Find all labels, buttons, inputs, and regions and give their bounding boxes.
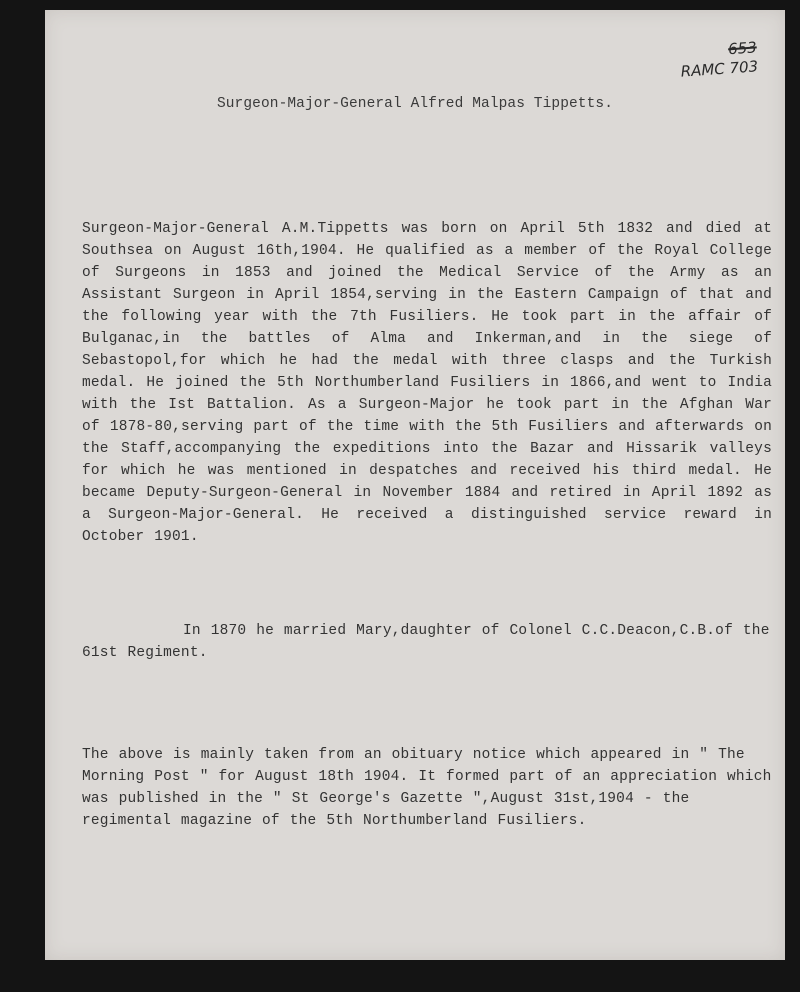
document-title: Surgeon-Major-General Alfred Malpas Tippetts. bbox=[216, 96, 614, 112]
paragraph-marriage: In 1870 he married Mary,daughter of Colonel C.C.Deacon,C.B.of the 61st Regiment. bbox=[82, 623, 770, 661]
paragraph-source-note: The above is mainly taken from an obituary notice which appeared in " The Morning Post " for August 18th 1904. It formed part of an appreciation which was published in the " St George's Gazette ",August 31st,1904 - the regimental magazine of the 5th Northumberland Fusiliers. bbox=[82, 747, 772, 829]
struck-number: 653 bbox=[727, 38, 757, 59]
reference-number: RAMC 703 bbox=[679, 57, 759, 81]
document-page bbox=[45, 10, 785, 960]
handwritten-reference bbox=[678, 39, 758, 80]
paragraph-biography: Surgeon-Major-General A.M.Tippetts was born on April 5th 1832 and died at Southsea on August 16th,1904. He qualified as a member of the Royal College of Surgeons in 1853 and joined the Medical Service of the Army as an Assistant Surgeon in April 1854,serving in the Eastern Campaign of that and the following year with the 7th Fusiliers. He took part in the affair of Bulganac,in the battles of Alma and Inkerman,and in the siege of Sebastopol,for which he had the medal with three clasps and the Turkish medal. He joined the 5th Northumberland Fusiliers in 1866,and went to India with the Ist Battalion. As a Surgeon-Major he took part in the Afghan War of 1878-80,serving part of the time with the 5th Fusiliers and afterwards on the Staff,accompanying the expeditions into the Bazar and Hissarik valleys for which he was mentioned in despatches and received his third medal. He became Deputy-Surgeon-General in November 1884 and retired in April 1892 as a Surgeon-Major-General. He received a distinguished service reward in October 1901. bbox=[82, 221, 772, 545]
